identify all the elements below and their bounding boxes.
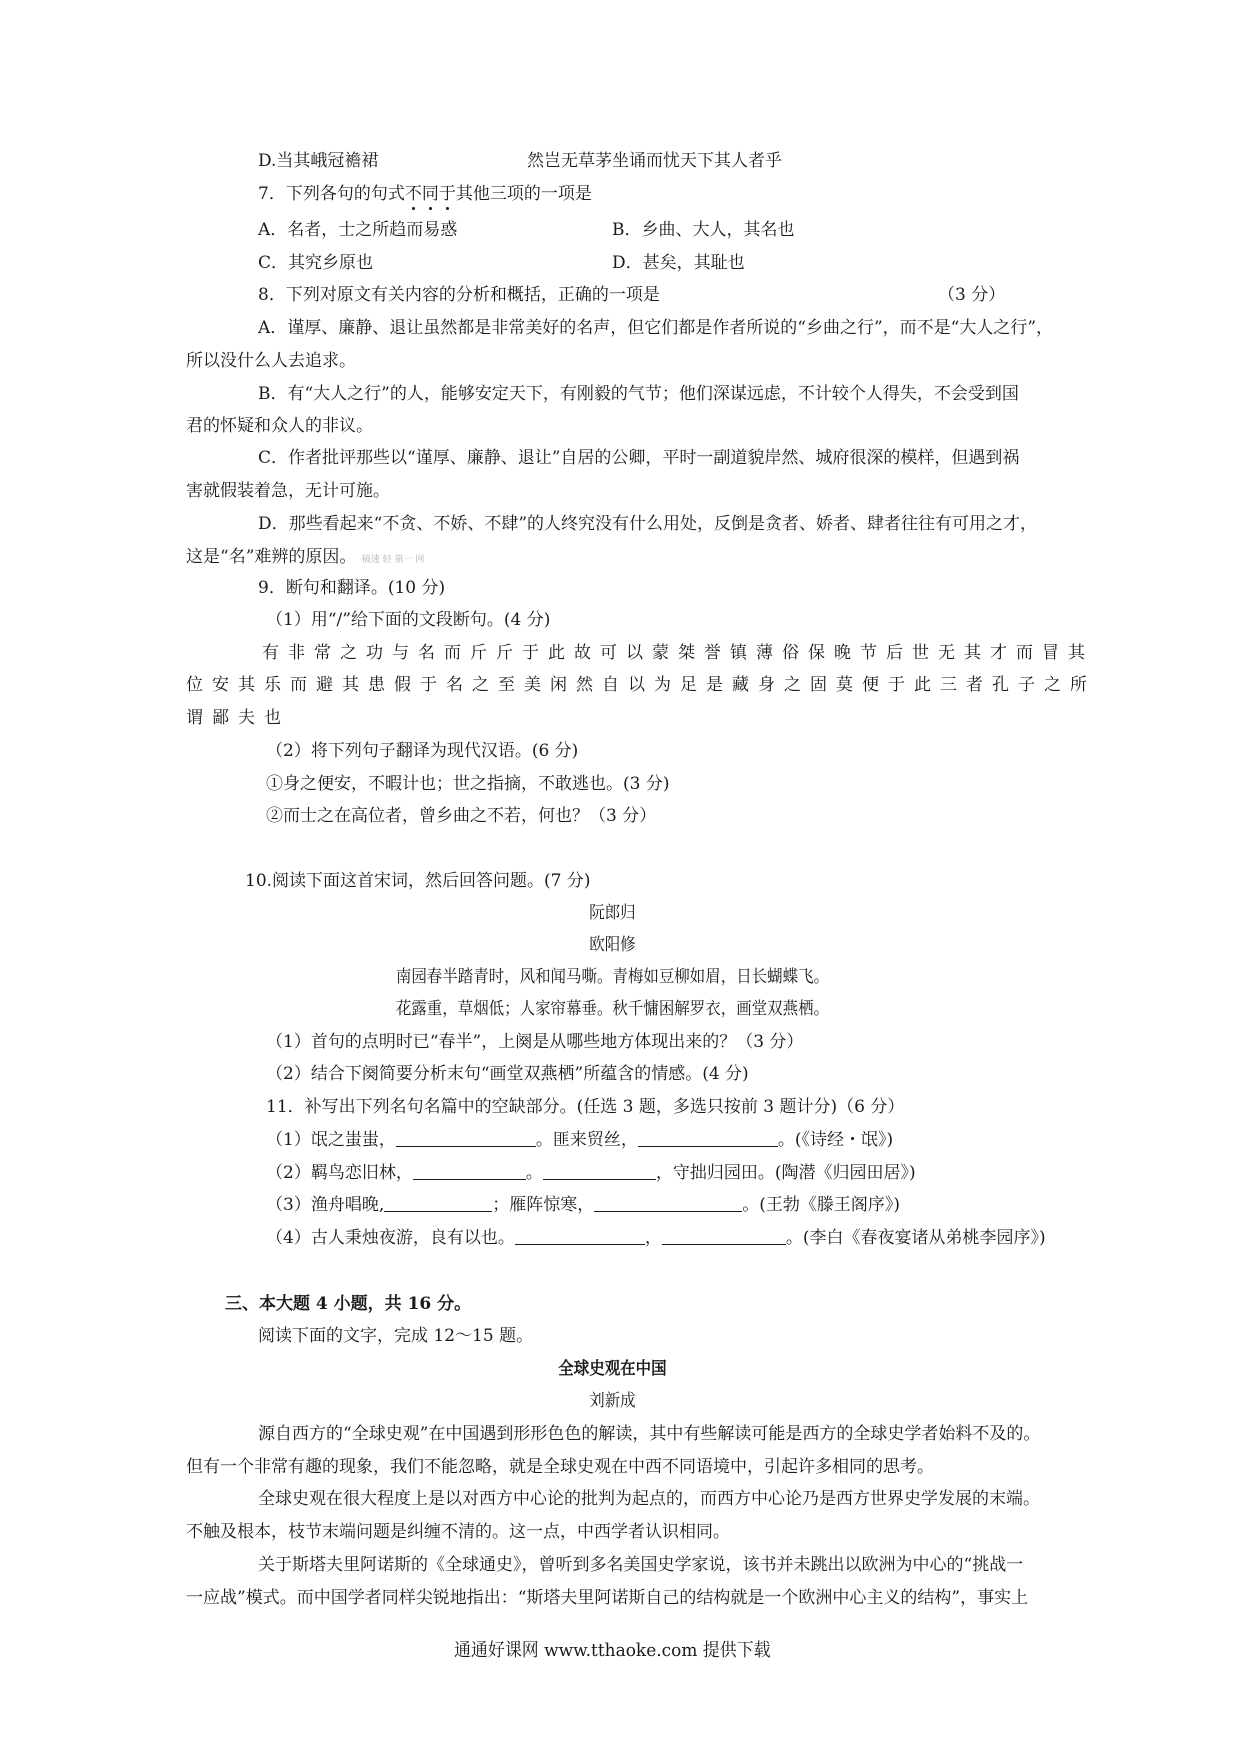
q11-item-3-text-b: ；雁阵惊寒， <box>492 1195 595 1215</box>
poem-author: 欧阳修 <box>589 935 636 955</box>
article-p2-line1: 全球史观在很大程度上是以对西方中心论的批判为起点的，而西方中心论乃是西方世界史学发展的末端。 <box>258 1489 1040 1509</box>
q11-item-3-text-a: （3）渔舟唱晚, <box>266 1195 385 1215</box>
q9-part1-prompt: （1）用“/”给下面的文段断句。(4 分) <box>266 610 551 630</box>
q9-passage-line3: 谓鄙夫也 <box>186 708 290 728</box>
article-author: 刘新成 <box>589 1391 636 1411</box>
q10-stem: 10.阅读下面这首宋词，然后回答问题。(7 分) <box>245 871 591 891</box>
q11-item-3-text-c: 。(王勃《滕王阁序》) <box>742 1195 900 1215</box>
q11-item-3 <box>266 1194 900 1216</box>
q7-option-a: A．名者，士之所趋而易惑 <box>258 220 458 240</box>
q7-option-d: D．甚矣，其耻也 <box>612 253 745 273</box>
watermark-text: 稿速 轻 第一 网 <box>361 555 425 565</box>
answer-blank[interactable] <box>396 1130 536 1147</box>
q6-option-d-right: 然岂无草茅坐诵而忧天下其人者乎 <box>527 151 782 171</box>
poem-title: 阮郎归 <box>589 903 636 923</box>
q11-item-1-text-b: 。匪来贸丝， <box>535 1130 638 1150</box>
q8-option-a-line1: A．谨厚、廉静、退让虽然都是非常美好的名声，但它们都是作者所说的“乡曲之行”，而不是“大人之行”， <box>258 318 1054 338</box>
q7-option-b: B．乡曲、大人，其名也 <box>612 220 795 240</box>
q8-option-a-line2: 所以没什么人去追求。 <box>186 351 356 371</box>
article-p3-line2: 一应战”模式。而中国学者同样尖锐地指出：“斯塔夫里阿诺斯自己的结构就是一个欧洲中心主义的结构”，事实上 <box>186 1588 1029 1608</box>
q7-stem-prefix: 7．下列各句的句式 <box>258 184 405 204</box>
answer-blank[interactable] <box>413 1163 526 1180</box>
q8-option-d-line2-text: 这是“名”难辨的原因。 <box>186 547 357 567</box>
q11-item-4-text-c: 。(李白《春夜宴诸从弟桃李园序》) <box>785 1228 1046 1248</box>
q11-item-1-text-a: （1）氓之蚩蚩， <box>266 1130 396 1150</box>
q11-item-2-text-c: ，守拙归园田。(陶潜《归园田居》) <box>655 1163 916 1183</box>
q6-option-d <box>258 150 378 172</box>
q8-option-c-line2: 害就假装着急，无计可施。 <box>186 481 390 501</box>
article-p2-line2: 不触及根本，枝节末端问题是纠缠不清的。这一点，中西学者认识相同。 <box>186 1522 730 1542</box>
answer-blank[interactable] <box>515 1228 645 1245</box>
article-title: 全球史观在中国 <box>558 1359 667 1379</box>
q11-item-1 <box>266 1129 893 1151</box>
section-3-heading: 三、本大题 4 小题，共 16 分。 <box>225 1294 472 1314</box>
q7-emphasis-2: 同 <box>421 184 439 204</box>
q7-option-c: C．其究乡原也 <box>258 253 374 273</box>
q9-part2-prompt: （2）将下列句子翻译为现代汉语。(6 分) <box>266 741 579 761</box>
page-footer: 通通好课网 www.tthaoke.com 提供下载 <box>453 1640 771 1661</box>
poem-verse-1: 南园春半踏青时，风和闻马嘶。青梅如豆柳如眉，日长蝴蝶飞。 <box>395 967 830 987</box>
q8-option-c-line1: C．作者批评那些以“谨厚、廉静、退让”自居的公卿，平时一副道貌岸然、城府很深的模样，但遇到祸 <box>258 448 1020 468</box>
answer-blank[interactable] <box>543 1163 656 1180</box>
q11-item-2-text-a: （2）羁鸟恋旧林， <box>266 1163 413 1183</box>
q9-sentence-1: ①身之便安，不暇计也；世之指摘，不敢逃也。(3 分) <box>266 774 670 794</box>
article-p1-line1: 源自西方的“全球史观”在中国遇到形形色色的解读，其中有些解读可能是西方的全球史学者始料不及的。 <box>258 1424 1041 1444</box>
q8-stem: 8．下列对原文有关内容的分析和概括，正确的一项是 <box>258 285 660 305</box>
article-p1-line2: 但有一个非常有趣的现象，我们不能忽略，就是全球史观在中西不同语境中，引起许多相同的思考。 <box>186 1457 934 1477</box>
q11-item-4 <box>266 1227 1046 1249</box>
q7-emphasis-3: 于 <box>438 184 456 204</box>
section-3-intro: 阅读下面的文字，完成 12～15 题。 <box>258 1326 534 1346</box>
q11-item-1-text-c: 。(《诗经・氓》) <box>777 1130 894 1150</box>
poem-verse-2: 花露重，草烟低；人家帘幕垂。秋千慵困解罗衣，画堂双燕栖。 <box>395 999 830 1019</box>
q10-part2: （2）结合下阕简要分析末句“画堂双燕栖”所蕴含的情感。(4 分) <box>266 1064 749 1084</box>
q9-sentence-2: ②而士之在高位者，曾乡曲之不若，何也？（3 分） <box>266 806 657 826</box>
q11-item-4-text-b: ， <box>644 1228 662 1248</box>
q11-item-4-text-a: （4）古人秉烛夜游，良有以也。 <box>266 1228 515 1248</box>
q10-part1: （1）首句的点明时已“春半”，上阕是从哪些地方体现出来的？（3 分） <box>266 1032 804 1052</box>
q11-stem: 11．补写出下列名句名篇中的空缺部分。(任选 3 题，多选只按前 3 题计分)（6 分） <box>266 1097 905 1117</box>
q8-option-b-line1: B．有“大人之行”的人，能够安定天下，有刚毅的气节；他们深谋远虑，不计较个人得失，不会受到国 <box>258 384 1019 404</box>
q8-option-b-line2: 君的怀疑和众人的非议。 <box>186 416 373 436</box>
answer-blank[interactable] <box>662 1228 786 1245</box>
q7-stem <box>258 183 592 205</box>
q8-score: （3 分） <box>938 285 1006 305</box>
q11-item-2 <box>266 1162 916 1184</box>
answer-blank[interactable] <box>384 1195 492 1212</box>
article-p3-line1: 关于斯塔夫里阿诺斯的《全球通史》，曾听到多名美国史学家说，该书并未跳出以欧洲为中心的“挑战一 <box>258 1555 1024 1575</box>
q7-emphasis-1: 不 <box>404 184 422 204</box>
q9-passage-line1: 有非常之功与名而斤斤于此故可以蒙桀誉镇薄俗保晚节后世无其才而冒其 <box>262 643 1094 663</box>
answer-blank[interactable] <box>594 1195 742 1212</box>
q6-option-d-label: D.当其峨冠襜裙 <box>258 151 379 171</box>
q8-option-d-line1: D．那些看起来“不贪、不娇、不肆”的人终究没有什么用处，反倒是贪者、娇者、肆者往往有可用之才， <box>258 514 1038 534</box>
q7-stem-suffix: 其他三项的一项是 <box>455 184 592 204</box>
q9-passage-line2: 位安其乐而避其患假于名之至美闲然自以为足是藏身之固莫便于此三者孔子之所 <box>186 675 1096 695</box>
q11-item-2-text-b: 。 <box>525 1163 543 1183</box>
q9-stem: 9．断句和翻译。(10 分) <box>258 578 446 598</box>
answer-blank[interactable] <box>638 1130 778 1147</box>
q8-option-d-line2 <box>186 546 424 571</box>
